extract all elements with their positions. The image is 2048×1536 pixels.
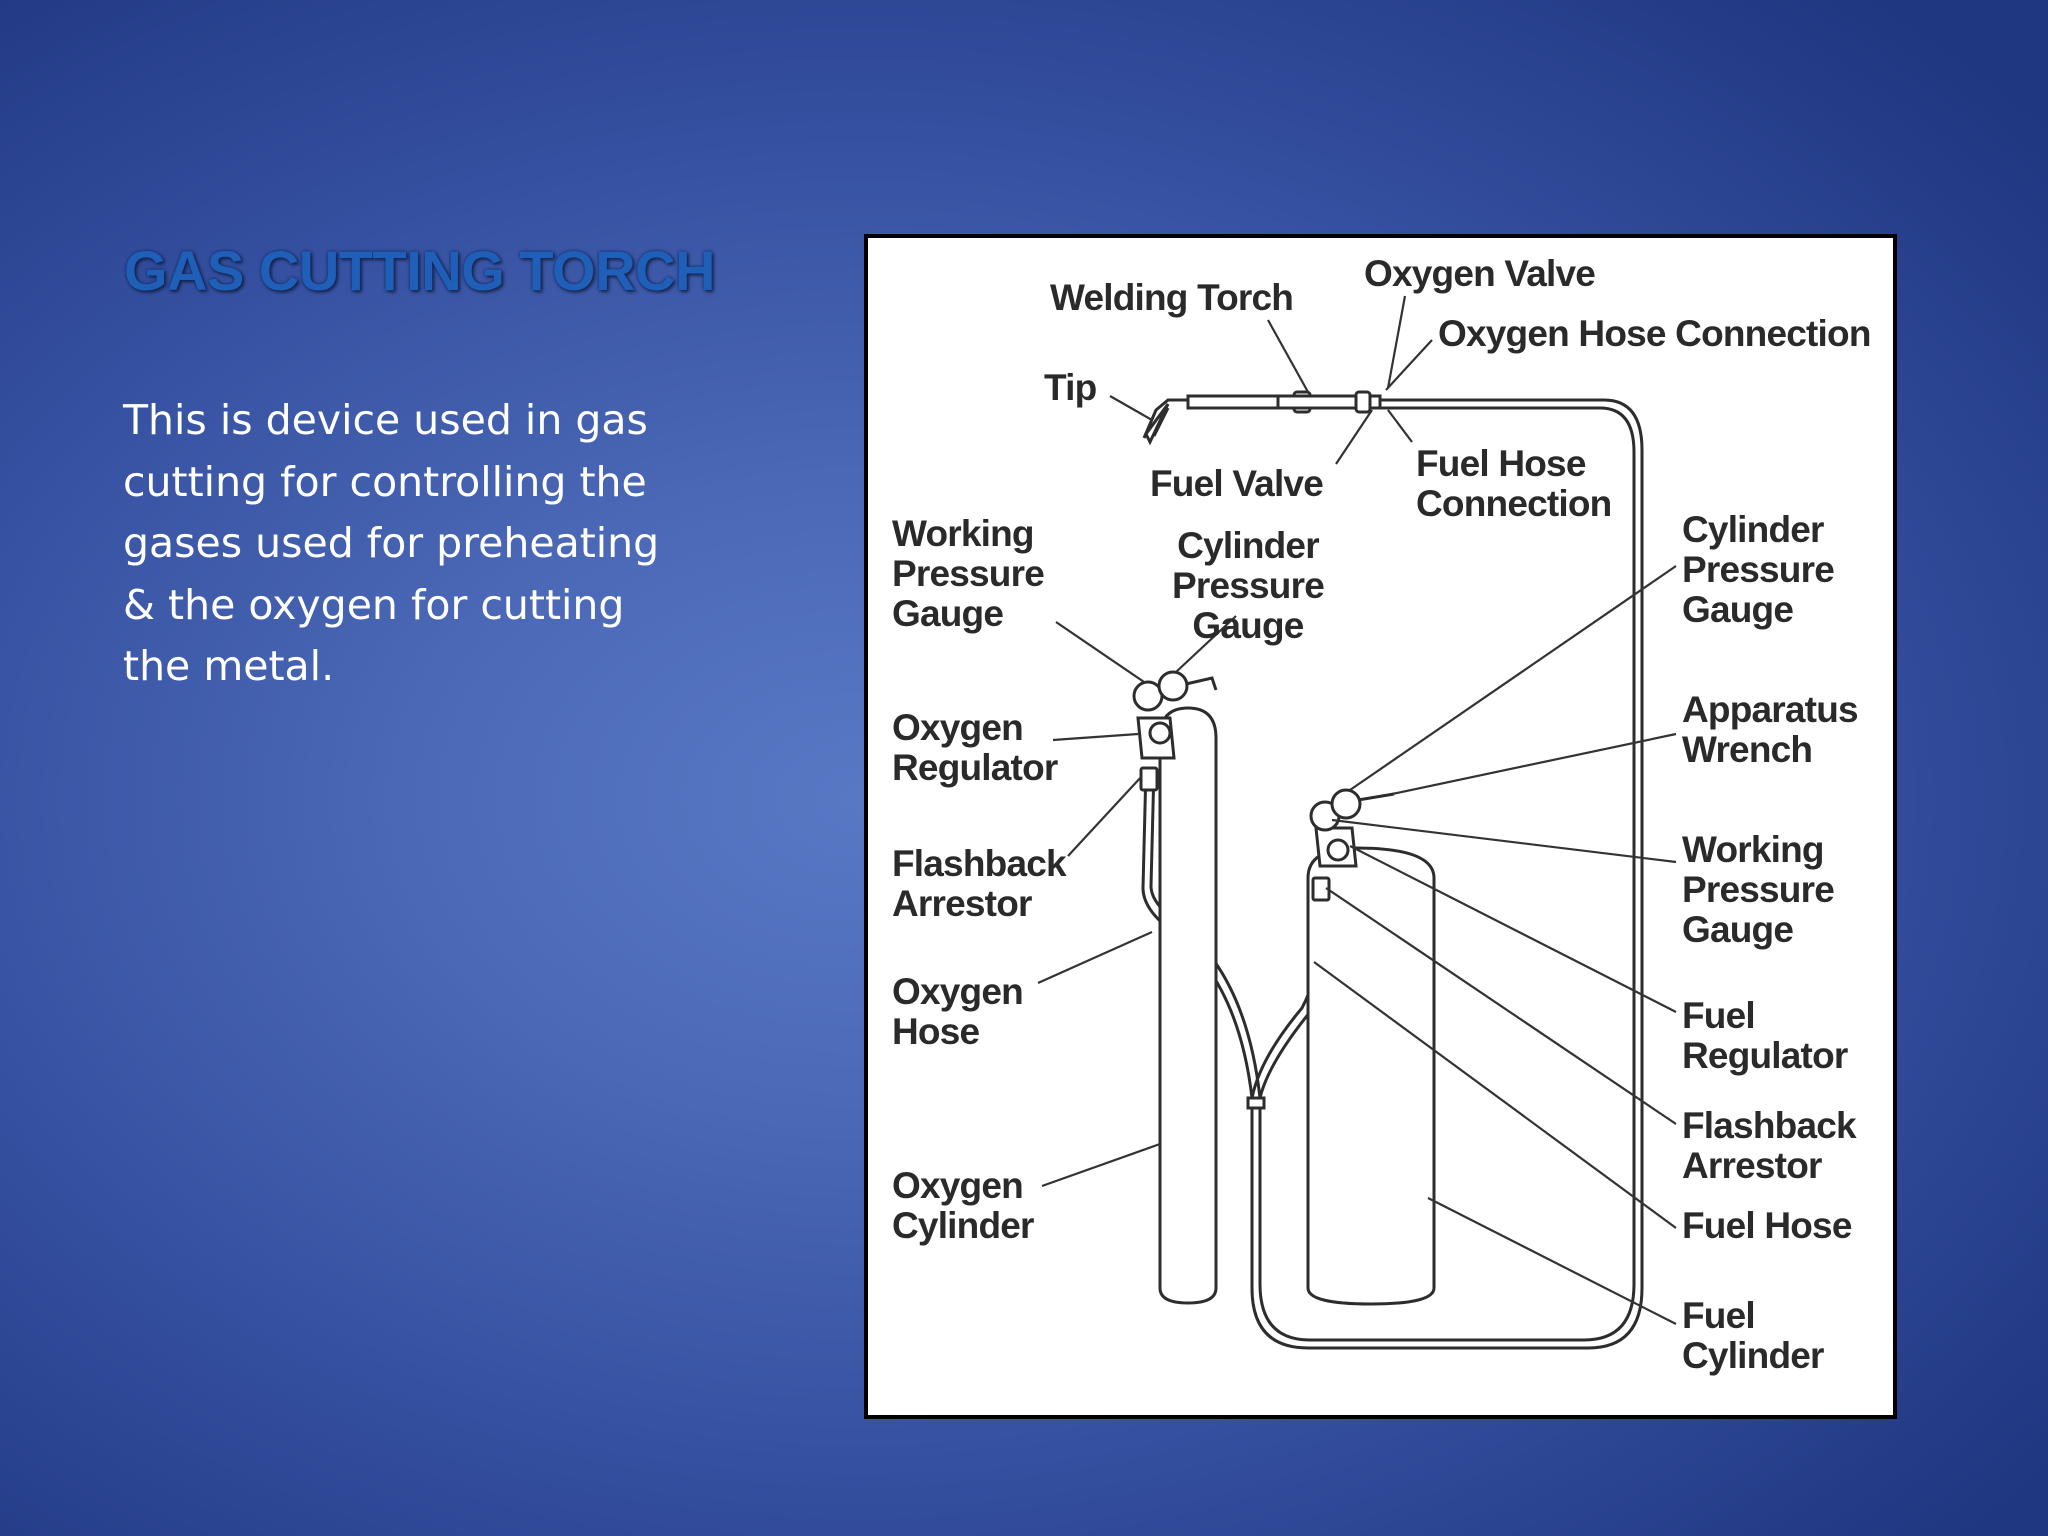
label-line: Working: [892, 513, 1034, 554]
label-line: Gauge: [1682, 909, 1794, 950]
label-line: Pressure: [1682, 869, 1834, 910]
label-oxygen-valve: Oxygen Valve: [1364, 253, 1596, 294]
label-line: Fuel Hose: [1416, 443, 1586, 484]
label-line: Regulator: [892, 747, 1058, 788]
label-line: Cylinder: [1682, 509, 1824, 550]
leader-fuel-cylinder: [1428, 1198, 1676, 1324]
label-oxygen-hose-connection: Oxygen Hose Connection: [1438, 313, 1871, 354]
label-line: Gauge: [1682, 589, 1794, 630]
label-line: Pressure: [1682, 549, 1834, 590]
fuel-cylinder-gauge: [1332, 790, 1360, 818]
label-fuel-hose-connection: [1416, 443, 1611, 524]
label-line: Wrench: [1682, 729, 1813, 770]
body-line: & the oxygen for cutting: [123, 580, 625, 629]
label-oxygen-hose: [892, 971, 1023, 1052]
label-line: Flashback: [892, 843, 1066, 884]
label-fuel-valve: Fuel Valve: [1150, 463, 1323, 504]
label-line: Gauge: [1192, 605, 1304, 646]
label-line: Fuel: [1682, 995, 1755, 1036]
apparatus-wrench-shape: [1358, 794, 1394, 800]
leader-oxygen-hose: [1038, 932, 1152, 983]
leader-oxygen-valve: [1388, 296, 1405, 388]
body-line: cutting for controlling the: [123, 457, 647, 506]
label-line: Cylinder: [1177, 525, 1319, 566]
label-line: Flashback: [1682, 1105, 1856, 1146]
label-oxygen-regulator: [892, 707, 1058, 788]
oxygen-valve-knob: [1356, 392, 1370, 412]
label-line: Pressure: [1172, 565, 1324, 606]
label-tip: Tip: [1044, 367, 1097, 408]
oxygen-regulator-handle: [1186, 678, 1216, 690]
leader-flashback-left: [1068, 776, 1142, 856]
label-fuel-cylinder: [1682, 1295, 1824, 1376]
label-flashback-arrestor-left: [892, 843, 1067, 924]
leader-tip: [1110, 396, 1152, 420]
body-line: the metal.: [123, 642, 335, 690]
leader-cylinder-gauge-right: [1350, 566, 1676, 790]
label-line: Arrestor: [1682, 1145, 1822, 1186]
oxygen-flashback-arrestor: [1141, 768, 1157, 790]
label-line: Fuel: [1682, 1295, 1755, 1336]
body-line: This is device used in gas: [123, 396, 648, 444]
label-line: Cylinder: [892, 1205, 1034, 1246]
oxygen-regulator-knob: [1150, 723, 1170, 743]
label-line: Oxygen: [892, 971, 1023, 1012]
label-line: Oxygen: [892, 707, 1023, 748]
label-cylinder-pressure-gauge-right: [1682, 509, 1834, 630]
leader-oxygen-regulator: [1053, 734, 1138, 740]
label-cylinder-pressure-gauge-center: [1172, 525, 1324, 646]
fuel-regulator-knob: [1328, 840, 1348, 860]
gas-torch-diagram: [864, 234, 1897, 1419]
oxygen-cylinder-gauge: [1159, 672, 1187, 700]
oxygen-cylinder-body: [1160, 708, 1216, 1303]
slide-title: GAS CUTTING TORCH: [124, 239, 715, 302]
slide-body-text: [123, 390, 683, 698]
label-fuel-hose: Fuel Hose: [1682, 1205, 1852, 1246]
torch-handle: [1188, 396, 1278, 408]
label-line: Apparatus: [1682, 689, 1858, 730]
label-line: Cylinder: [1682, 1335, 1824, 1376]
oxygen-cylinder: [1134, 672, 1216, 1303]
leader-oxygen-cylinder: [1042, 1144, 1160, 1186]
hose-clamp: [1248, 1098, 1264, 1108]
leader-fuel-hose-connection: [1388, 410, 1412, 442]
label-line: Arrestor: [892, 883, 1032, 924]
fuel-cylinder-body: [1308, 848, 1434, 1304]
label-oxygen-cylinder: [892, 1165, 1034, 1246]
label-welding-torch: Welding Torch: [1050, 277, 1294, 318]
label-line: Regulator: [1682, 1035, 1848, 1076]
label-line: Pressure: [892, 553, 1044, 594]
label-line: Connection: [1416, 483, 1612, 524]
label-working-pressure-gauge-left: [892, 513, 1044, 634]
label-flashback-arrestor-right: [1682, 1105, 1857, 1186]
label-line: Hose: [892, 1011, 980, 1052]
welding-torch: [1144, 392, 1380, 442]
leader-working-gauge-left: [1056, 622, 1144, 682]
leader-welding-torch: [1268, 320, 1308, 392]
body-line: gases used for preheating: [123, 519, 660, 567]
leader-fuel-valve: [1336, 410, 1372, 464]
fuel-cylinder: [1308, 790, 1434, 1304]
label-apparatus-wrench: [1682, 689, 1858, 770]
label-working-pressure-gauge-right: [1682, 829, 1834, 950]
label-line: Working: [1682, 829, 1824, 870]
label-line: Oxygen: [892, 1165, 1023, 1206]
label-fuel-regulator: [1682, 995, 1848, 1076]
label-line: Gauge: [892, 593, 1004, 634]
